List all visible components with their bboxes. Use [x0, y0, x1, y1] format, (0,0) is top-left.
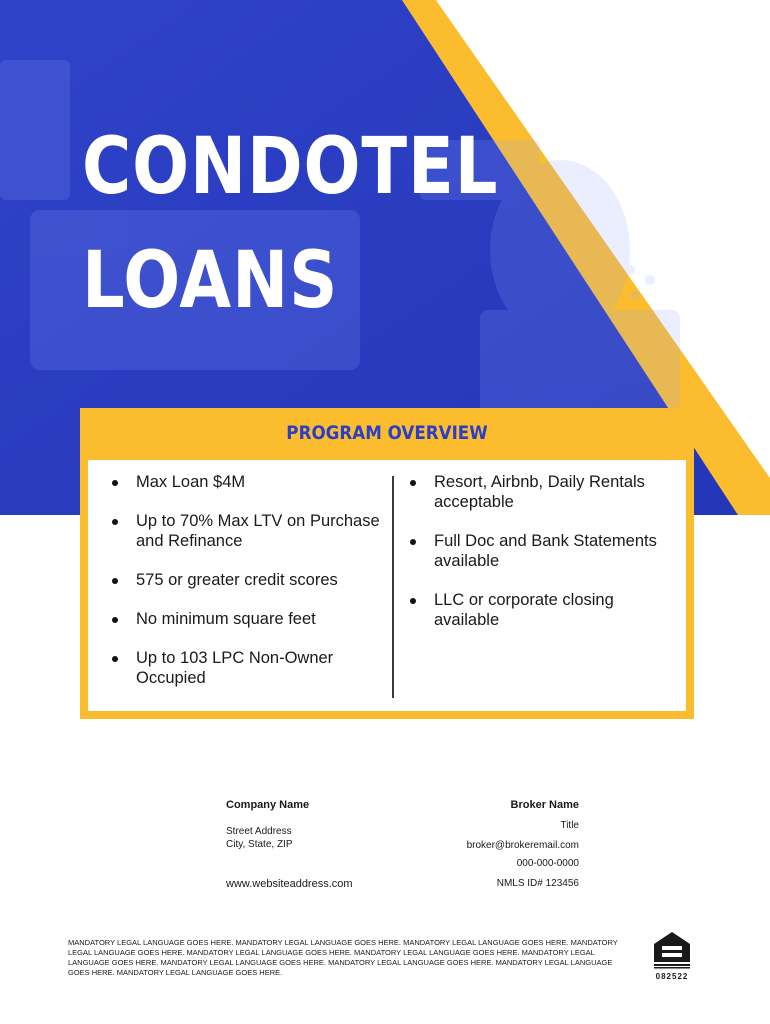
bullet-icon: [112, 480, 118, 486]
list-item: 575 or greater credit scores: [110, 570, 380, 590]
bullet-icon: [410, 598, 416, 604]
bullet-icon: [112, 617, 118, 623]
ehl-code: 082522: [655, 972, 689, 981]
broker-nmls-id: NMLS ID# 123456: [496, 878, 579, 889]
page-title-line-2: LOANS: [82, 236, 339, 326]
program-overview-box: [80, 408, 694, 719]
list-item: Full Doc and Bank Statements available: [408, 531, 678, 571]
list-item: Resort, Airbnb, Daily Rentals acceptable: [408, 472, 678, 512]
bullet-icon: [410, 480, 416, 486]
website-link[interactable]: www.websiteaddress.com: [226, 878, 353, 890]
city-state-zip: City, State, ZIP: [226, 839, 293, 850]
bullet-icon: [112, 519, 118, 525]
page-title-line-1: CONDOTEL: [82, 122, 499, 212]
legal-disclaimer: MANDATORY LEGAL LANGUAGE GOES HERE. MANDATORY LEGAL LANGUAGE GOES HERE. MANDATORY LEGAL LANGUAGE GOES HERE. MANDATORY LEGAL LANGUAGE GOES HERE. MANDATORY LEGAL LANGUAGE GOES HERE. MANDATORY LEGAL LANGUAGE GOES HERE. MANDATORY LEGAL LANGUAGE GOES HERE. MANDATORY LEGAL LANGUAGE GOES HERE. MANDATORY LEGAL LANGUAGE GOES HERE. MANDATORY LEGAL LANGUAGE GOES HERE. MANDATORY LEGAL LANGUAGE GOES HERE.: [68, 938, 618, 977]
list-item: No minimum square feet: [110, 609, 380, 629]
program-overview-heading: PROGRAM OVERVIEW: [286, 422, 488, 444]
overview-right-list: [408, 472, 678, 649]
bullet-icon: [112, 578, 118, 584]
company-name: Company Name: [226, 799, 310, 811]
column-divider: [392, 476, 394, 698]
list-item: Up to 103 LPC Non-Owner Occupied: [110, 648, 380, 688]
bullet-icon: [410, 539, 416, 545]
broker-name: Broker Name: [510, 799, 579, 811]
program-overview-panel: [88, 460, 686, 711]
street-address: Street Address: [226, 826, 292, 837]
bullet-icon: [112, 656, 118, 662]
overview-left-list: [110, 472, 380, 707]
broker-email-link[interactable]: broker@brokeremail.com: [466, 840, 579, 851]
broker-phone: 000-000-0000: [516, 858, 579, 869]
list-item: LLC or corporate closing available: [408, 590, 678, 630]
broker-title: Title: [560, 820, 579, 831]
list-item: Max Loan $4M: [110, 472, 380, 492]
list-item: Up to 70% Max LTV on Purchase and Refinance: [110, 511, 380, 551]
